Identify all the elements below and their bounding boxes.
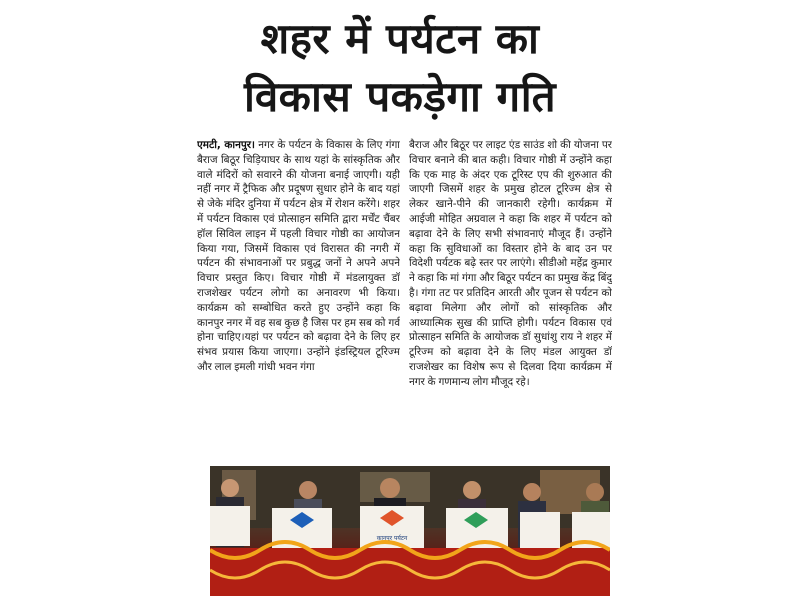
person-head-2 xyxy=(299,481,317,499)
logo-board-caption: कानपुर पर्यटन xyxy=(376,535,408,542)
person-head-4 xyxy=(463,481,481,499)
logo-board-5 xyxy=(520,512,560,548)
article-body xyxy=(195,138,613,460)
headline-line-1: शहर में पर्यटन का xyxy=(260,14,540,63)
headline-line-2: विकास पकड़ेगा गति xyxy=(243,72,557,121)
person-head-3 xyxy=(380,478,400,498)
event-photo xyxy=(210,466,610,596)
person-head-1 xyxy=(221,479,239,497)
article-column-right xyxy=(409,138,612,460)
logo-board-1 xyxy=(210,506,250,546)
person-head-5 xyxy=(523,483,541,501)
article-text-right: बैराज और बिठूर पर लाइट एंड साउंड शो की योजना पर विचार बनाने की बात कही। विचार गोष्ठी में उन्होंने कहा कि एक माह के अंदर एक टूरिस्ट एप की शुरुआत की जाएगी जिसमें शहर के प्रमुख होटल टूरिज्म क्षेत्र से लेकर खाने-पीने की जानकारी रहेगी। कार्यक्रम में आईजी मोहित अग्रवाल ने कहा कि शहर में पर्यटन को बढ़ावा देने के लिए सभी संभावनाएं मौजूद हैं। उन्होंने कहा कि सुविधाओं का विस्तार होने के बाद उन पर विदेशी पर्यटक बढ़े स्तर पर लाएंगे। सीडीओ महेंद्र कुमार ने कहा कि मां गंगा और बिठूर पर्यटन का प्रमुख केंद्र बिंदु है। गंगा तट पर प्रतिदिन आरती और पूजन से पर्यटन को बढ़ावा मिलेगा और लोगों को सांस्कृतिक और आध्यात्मिक सुख की प्राप्ति होगी। पर्यटन विकास एवं प्रोत्साहन समिति के आयोजक डॉ सुधांशु राय ने शहर में टूरिज्म को बढ़ावा देने के लिए मंडल आयुक्त डॉ राजशेखर का विशेष रूप से दिलवा दिया कार्यक्रम में नगर के गणमान्य लोग मौजूद रहे। xyxy=(409,139,612,388)
article-text-left: नगर के पर्यटन के विकास के लिए गंगा बैराज बिठूर चिड़ियाघर के साथ यहां के सांस्कृतिक और वाले मंदिरों को सवारने की योजना बनाई जाएगी। यही नहीं नगर में ट्रैफिक और प्रदूषण सुधार होने के बाद यहां से जेके मंदिर दुनिया में पर्यटन क्षेत्र में रोशन करेंगे। शहर में पर्यटन विकास एवं प्रोत्साहन समिति द्वारा मर्चेंट चैंबर हॉल सिविल लाइन में पहली विचार गोष्ठी का आयोजन किया गया, जिसमें विकास एवं विरासत की नगरी में पर्यटन की संभावनाओं पर प्रबुद्ध जनों ने अपने अपने विचार प्रस्तुत किए। विचार गोष्ठी में मंडलायुक्त डॉ राजशेखर पर्यटन लोगो का अनावरण भी किया। कार्यक्रम को सम्बोधित करते हुए उन्होंने कहा कि कानपुर नगर में वह सब कुछ है जिस पर हम सब को गर्व होना चाहिए।यहां पर पर्यटन को बढ़ावा देने के लिए हर संभव प्रयास किया जाएगा। उन्होंने इंडस्ट्रियल टूरिज्म और लाल इमली गांधी भवन गंगा xyxy=(197,139,400,373)
article-column-left xyxy=(197,138,400,460)
dateline: एमटी, कानपुर। xyxy=(197,139,255,151)
person-head-6 xyxy=(586,483,604,501)
event-photo-illustration xyxy=(210,466,610,596)
